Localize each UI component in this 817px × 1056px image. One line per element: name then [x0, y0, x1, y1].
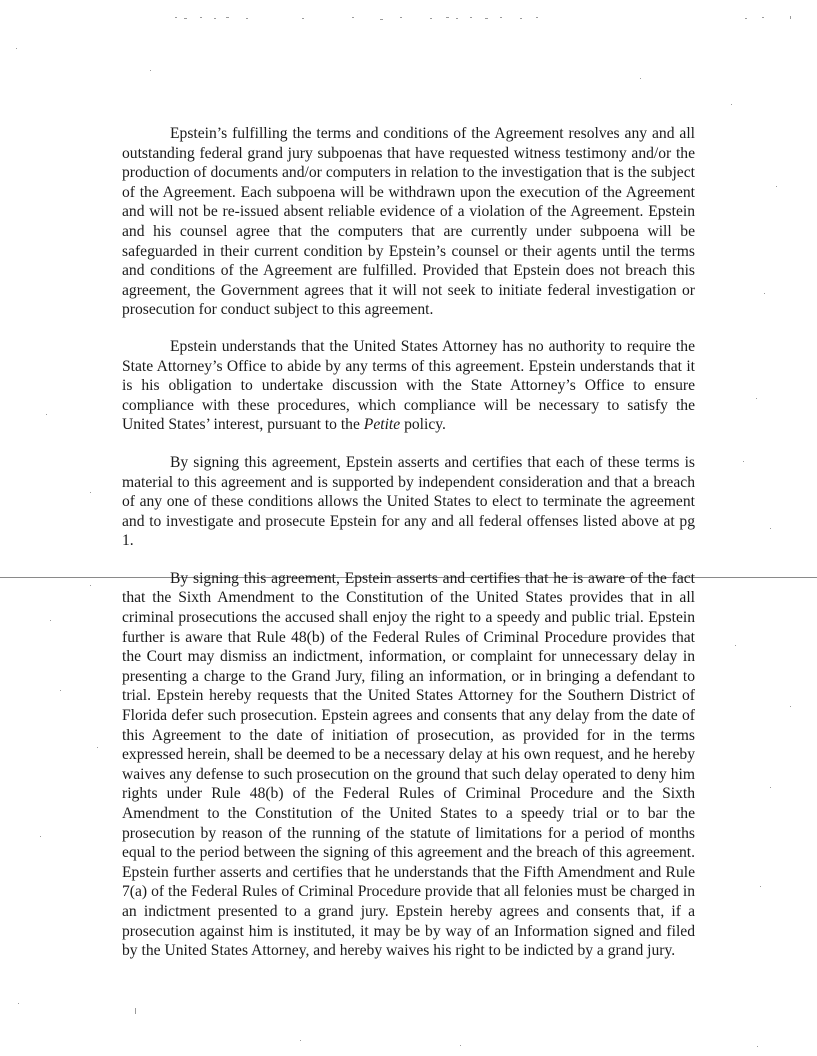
petite-policy-term: Petite	[363, 416, 401, 434]
paragraph-subpoenas: Epstein’s fulfilling the terms and conditions of the Agreement resolves any and all outstanding federal grand jury subpoenas that have requested witness testimony and/or the production of documents and/or computers in relation to the investigation that is the subject of the Agreement. Each subpoena will be withdrawn upon the execution of the Agreement and will not be re-issued absent reliable evidence of a violation of the Agreement. Epstein and his counsel agree that the computers that are currently under subpoena will be safeguarded in their current condition by Epstein’s counsel or their agents until the terms and conditions of the Agreement are fulfilled. Provided that Epstein does not breach this agreement, the Government agrees that it will not seek to initiate federal investigation or prosecution for conduct subject to this agreement.	[122, 125, 695, 319]
paragraph-state-attorney-end: policy.	[400, 416, 446, 434]
paragraph-speedy-trial-waiver: By signing this agreement, Epstein asserts and certifies that he is aware of the fact that the Sixth Amendment to the Constitution of the United States provides that in all criminal prosecutions the accused shall enjoy the right to a speedy and public trial. Epstein further is aware that Rule 48(b) of the Federal Rules of Criminal Procedure provides that the Court may dismiss an indictment, information, or complaint for unnecessary delay in presenting a charge to the Grand Jury, filing an information, or in bringing a defendant to trial. Epstein hereby requests that the United States Attorney for the Southern District of Florida defer such prosecution. Epstein agrees and consents that any delay from the date of this Agreement to the date of initiation of prosecution, as provided for in the terms expressed herein, shall be deemed to be a necessary delay at his own request, and he hereby waives any defense to such prosecution on the ground that such delay operated to deny him rights under Rule 48(b) of the Federal Rules of Criminal Procedure and the Sixth Amendment to the Constitution of the United States to a speedy trial or to bar the prosecution by reason of the running of the statute of limitations for a period of months equal to the period between the signing of this agreement and the breach of this agreement. Epstein further asserts and certifies that he understands that the Fifth Amendment and Rule 7(a) of the Federal Rules of Criminal Procedure provide that all felonies must be charged in an indictment presented to a grand jury. Epstein hereby agrees and consents that, if a prosecution against him is instituted, it may be by way of an Information signed and filed by the United States Attorney, and hereby waives his right to be indicted by a grand jury.	[122, 569, 695, 960]
paragraph-state-attorney-text: Epstein understands that the United States Attorney has no authority to require the State Attorney’s Office to abide by any terms of this agreement. Epstein understands that it is his obligation to undertake discussion with the State Attorney’s Office to ensure compliance with these procedures, which compliance will be necessary to satisfy the United States’ interest, pursuant to the	[122, 337, 695, 434]
document-body	[122, 124, 695, 961]
paragraph-state-attorney	[122, 337, 695, 435]
paragraph-material-terms: By signing this agreement, Epstein asserts and certifies that each of these terms is material to this agreement and is supported by independent consideration and that a breach of any one of these conditions allows the United States to elect to terminate the agreement and to investigate and prosecute Epstein for any and all federal offenses listed above at pg 1.	[122, 453, 695, 550]
